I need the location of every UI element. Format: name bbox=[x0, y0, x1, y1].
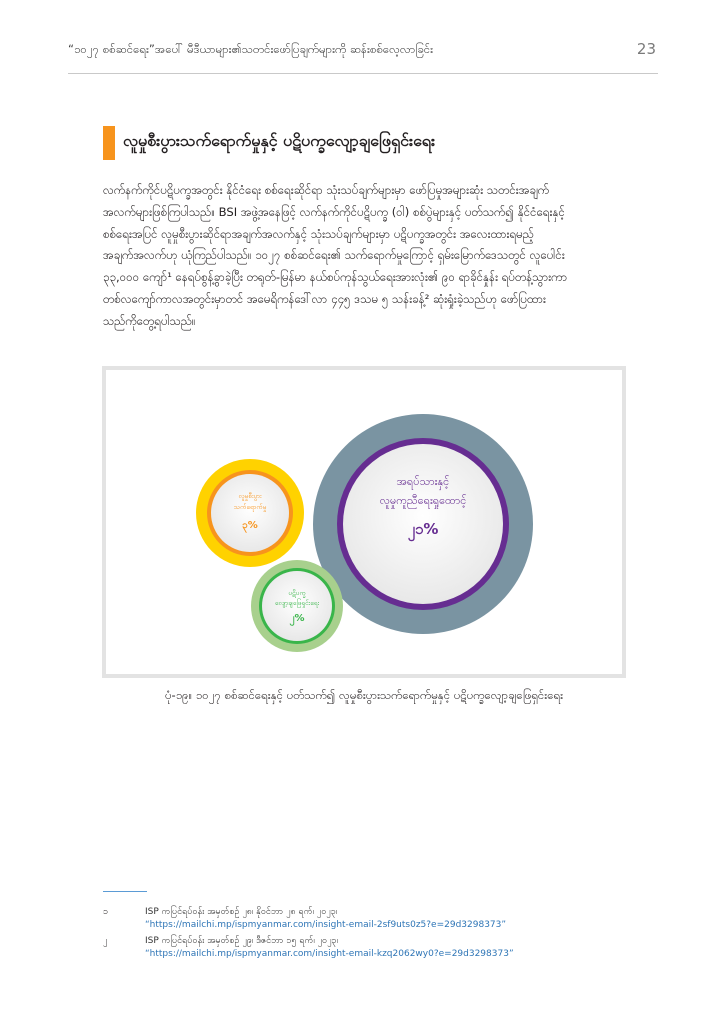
section-title: လူမှုစီးပွားသက်ရောက်မှုနှင့် ပဋိပက္ခလျော့ချဖြေရှင်းရေး bbox=[123, 131, 436, 150]
bubble-core bbox=[211, 474, 289, 552]
body-line: အချက်အလက်ဟု ယုံကြည်ပါသည်။ ၁၀၂၇ စစ်ဆင်ရေး၏ သက်ရောက်မှုကြောင့် ရှမ်းမြောက်ဒေသတွင် လူပေါင်း bbox=[103, 248, 565, 263]
body-line: သည်ကိုတွေ့ရပါသည်။ bbox=[103, 313, 196, 328]
bubble-label-line2: သက်ရောက်မှု bbox=[233, 503, 267, 511]
header-divider bbox=[68, 73, 658, 74]
page-number: 23 bbox=[636, 40, 656, 58]
figure-caption: ပုံ-၁၉။ ၁၀၂၇ စစ်ဆင်ရေးနှင့် ပတ်သက်၍ လူမှုစီးပွားသက်ရောက်မှုနှင့် ပဋိပက္ခလျော့ချဖြေရှင်းရေး bbox=[165, 688, 563, 702]
section-accent-bar bbox=[103, 126, 115, 160]
bubble-chart bbox=[106, 370, 622, 674]
footnote-text: ISP ကပြင်ရပ်ဝန်း အမှတ်စဉ် ၂၈၊ နိုဝင်ဘာ ၂၈ ရက်၊ ၂၀၂၃၊ bbox=[145, 907, 338, 917]
footnote-number: ၂ bbox=[103, 936, 108, 946]
body-line: တစ်လကျော်ကာလအတွင်းမှာတင် အမေရိကန်ဒေါ်လာ ၄၄၅ ဒသမ ၅ သန်းခန့်² ဆုံးရှုံးခဲ့သည်ဟု ဖော်ပြထား bbox=[103, 291, 546, 306]
footnote-link[interactable]: “https://mailchi.mp/ispmyanmar.com/insight-email-2sf9uts0z5?e=29d3298373” bbox=[145, 920, 507, 930]
footnote-divider bbox=[103, 891, 147, 892]
bubble-label-line1: ပဋိပက္ခ bbox=[288, 589, 306, 597]
body-line: လက်နက်ကိုင်ပဋိပက္ခအတွင်း နိုင်ငံရေး စစ်ရေးဆိုင်ရာ သုံးသပ်ချက်များမှာ ဖော်ပြမှုအများဆုံး သတင်းအချက် bbox=[103, 183, 550, 197]
body-paragraph bbox=[103, 180, 633, 333]
body-line: ၃၃,၀၀၀ ကျော်¹ နေရပ်စွန့်ခွာခဲ့ပြီး တရုတ်-မြန်မာ နယ်စပ်ကုန်သွယ်ရေးအားလုံး၏ ၉၀ ရာခိုင်နှုန်း ရပ်တန့်သွားကာ bbox=[103, 270, 568, 285]
bubble-value-label: ၂၁% bbox=[407, 520, 439, 538]
bubble-label-line2: လျော့ချဖြေရှင်းရေး bbox=[274, 599, 320, 607]
body-line: အလက်များဖြစ်ကြပါသည်။ BSI အဖွဲ့အနေဖြင့် လက်နက်ကိုင်ပဋိပက္ခ (ဝါ) စစ်ပွဲများနှင့် ပတ်သက်၍ နိုင်ငံရေးနှင့် bbox=[103, 204, 565, 219]
bubble-label-line1: အရပ်သားနှင့် bbox=[396, 475, 450, 488]
footnote-number: ၁ bbox=[103, 907, 109, 917]
bubble-value-label: ၂% bbox=[289, 613, 305, 624]
bubble-chart-figure bbox=[102, 366, 626, 678]
bubble-label-line1: လူမှုစီးပွား bbox=[238, 492, 262, 500]
bubble-value-label: ၃% bbox=[242, 520, 258, 531]
footnote-link[interactable]: “https://mailchi.mp/ispmyanmar.com/insight-email-kzq2062wy0?e=29d3298373” bbox=[145, 949, 514, 959]
page-header-title: “၁၀၂၇ စစ်ဆင်ရေး”အပေါ် မီဒီယာများ၏သတင်းဖော်ပြချက်များကို ဆန်းစစ်လေ့လာခြင်း bbox=[68, 42, 434, 56]
body-line: စစ်ရေးအပြင် လူမှုစီးပွားဆိုင်ရာအချက်အလက်နှင့် သုံးသပ်ချက်များမှာ ပဋိပက္ခအတွင်း အလေးထားရမည့် bbox=[103, 226, 534, 241]
bubble-label-line2: လူမှုကူညီရေးရှုထောင့် bbox=[379, 494, 467, 507]
footnote-text: ISP ကပြင်ရပ်ဝန်း အမှတ်စဉ် ၂၉၊ ဒီဇင်ဘာ ၁၅ ရက်၊ ၂၀၂၃၊ bbox=[145, 936, 339, 946]
